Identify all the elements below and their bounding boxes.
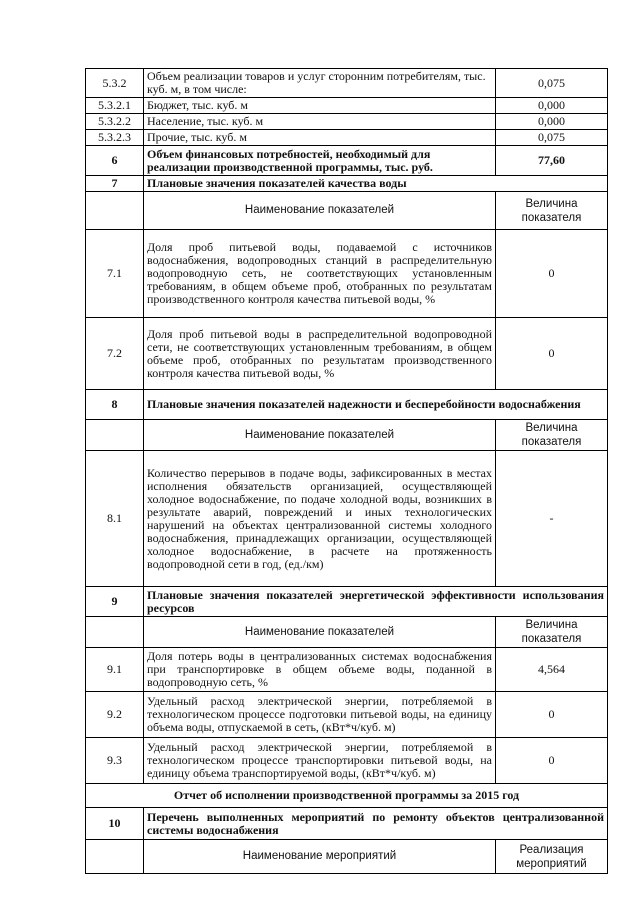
- section-title: Плановые значения показателей качества воды: [144, 176, 608, 192]
- row-text: Количество перерывов в подаче воды, зафиксированных в местах исполнения обязательств организацией, осуществляющей холодное водоснабжение, по подаче холодной воды, возникших в результате аварий, повреждений и иных технологических нарушений на объектах централизованной системы холодного водоснабжения, принадлежащих организации, осуществляющей холодное водоснабжение, в расчете на протяженность водопроводной сети в год, (ед./км): [144, 451, 496, 587]
- row-value: 4,564: [496, 648, 608, 692]
- column-header-row: [86, 192, 608, 230]
- row-number: 8.1: [86, 451, 144, 587]
- row-value: 77,60: [496, 146, 608, 176]
- row-value: 0: [496, 692, 608, 738]
- row-value: 0,000: [496, 114, 608, 130]
- header-value: Реализация мероприятий: [496, 840, 608, 874]
- row-text: Удельный расход электрической энергии, потребляемой в технологическом процессе транспортировки питьевой воды, на единицу объема транспортируемой воды, (кВт*ч/куб. м): [144, 738, 496, 784]
- section-heading-row: [86, 587, 608, 617]
- section-number: 9: [86, 587, 144, 617]
- row-number: 9.2: [86, 692, 144, 738]
- section-number: 7: [86, 176, 144, 192]
- row-text: Объем реализации товаров и услуг сторонним потребителям, тыс. куб. м, в том числе:: [144, 69, 496, 98]
- report-title: Отчет об исполнении производственной программы за 2015 год: [86, 784, 608, 808]
- table-row: [86, 692, 608, 738]
- empty-cell: [86, 192, 144, 230]
- header-value: Величина показателя: [496, 617, 608, 648]
- row-value: 0: [496, 230, 608, 318]
- header-name: Наименование мероприятий: [144, 840, 496, 874]
- row-value: 0,075: [496, 69, 608, 98]
- table-row: [86, 114, 608, 130]
- row-text: Бюджет, тыс. куб. м: [144, 98, 496, 114]
- column-header-row: [86, 420, 608, 451]
- empty-cell: [86, 840, 144, 874]
- row-text: Удельный расход электрической энергии, потребляемой в технологическом процессе подготовки питьевой воды, на единицу объема воды, отпускаемой в сеть, (кВт*ч/куб. м): [144, 692, 496, 738]
- row-number: 5.3.2.2: [86, 114, 144, 130]
- section-title: Перечень выполненных мероприятий по ремонту объектов централизованной системы водоснабжения: [144, 808, 608, 840]
- column-header-row: [86, 840, 608, 874]
- row-number: 7.1: [86, 230, 144, 318]
- row-value: 0,075: [496, 130, 608, 146]
- row-text: Доля проб питьевой воды, подаваемой с источников водоснабжения, водопроводных станций в распределительную водопроводную сеть, не соответствующих установленным требованиям, в общем объеме проб, отобранных по результатам производственного контроля качества питьевой воды, %: [144, 230, 496, 318]
- table-row: [86, 230, 608, 318]
- row-value: 0: [496, 738, 608, 784]
- report-title-row: [86, 784, 608, 808]
- section-number: 10: [86, 808, 144, 840]
- table-row: [86, 738, 608, 784]
- row-number: 7.2: [86, 318, 144, 390]
- row-text: Доля проб питьевой воды в распределительной водопроводной сети, не соответствующих установленным требованиям, в общем объеме проб, отобранных по результатам производственного контроля качества питьевой воды, %: [144, 318, 496, 390]
- section-number: 8: [86, 390, 144, 420]
- header-value: Величина показателя: [496, 420, 608, 451]
- table-row: [86, 130, 608, 146]
- row-value: -: [496, 451, 608, 587]
- row-number: 9.3: [86, 738, 144, 784]
- row-number: 6: [86, 146, 144, 176]
- row-text: Объем финансовых потребностей, необходимый для реализации производственной программы, тыс. руб.: [144, 146, 496, 176]
- header-name: Наименование показателей: [144, 420, 496, 451]
- table-row: [86, 69, 608, 98]
- row-number: 5.3.2.1: [86, 98, 144, 114]
- empty-cell: [86, 420, 144, 451]
- section-title: Плановые значения показателей надежности и бесперебойности водоснабжения: [144, 390, 608, 420]
- row-value: 0: [496, 318, 608, 390]
- row-text: Население, тыс. куб. м: [144, 114, 496, 130]
- table-row: [86, 98, 608, 114]
- table-row: [86, 648, 608, 692]
- table-row: [86, 451, 608, 587]
- section-heading-row: [86, 176, 608, 192]
- section-heading-row: [86, 808, 608, 840]
- table-row: [86, 318, 608, 390]
- row-number: 9.1: [86, 648, 144, 692]
- section-heading-row: [86, 390, 608, 420]
- column-header-row: [86, 617, 608, 648]
- header-name: Наименование показателей: [144, 617, 496, 648]
- table-row: [86, 146, 608, 176]
- row-text: Доля потерь воды в централизованных системах водоснабжения при транспортировке в общем объеме воды, поданной в водопроводную сеть, %: [144, 648, 496, 692]
- header-name: Наименование показателей: [144, 192, 496, 230]
- row-number: 5.3.2.3: [86, 130, 144, 146]
- program-table: [85, 68, 608, 874]
- row-value: 0,000: [496, 98, 608, 114]
- row-text: Прочие, тыс. куб. м: [144, 130, 496, 146]
- header-value: Величина показателя: [496, 192, 608, 230]
- row-number: 5.3.2: [86, 69, 144, 98]
- section-title: Плановые значения показателей энергетической эффективности использования ресурсов: [144, 587, 608, 617]
- empty-cell: [86, 617, 144, 648]
